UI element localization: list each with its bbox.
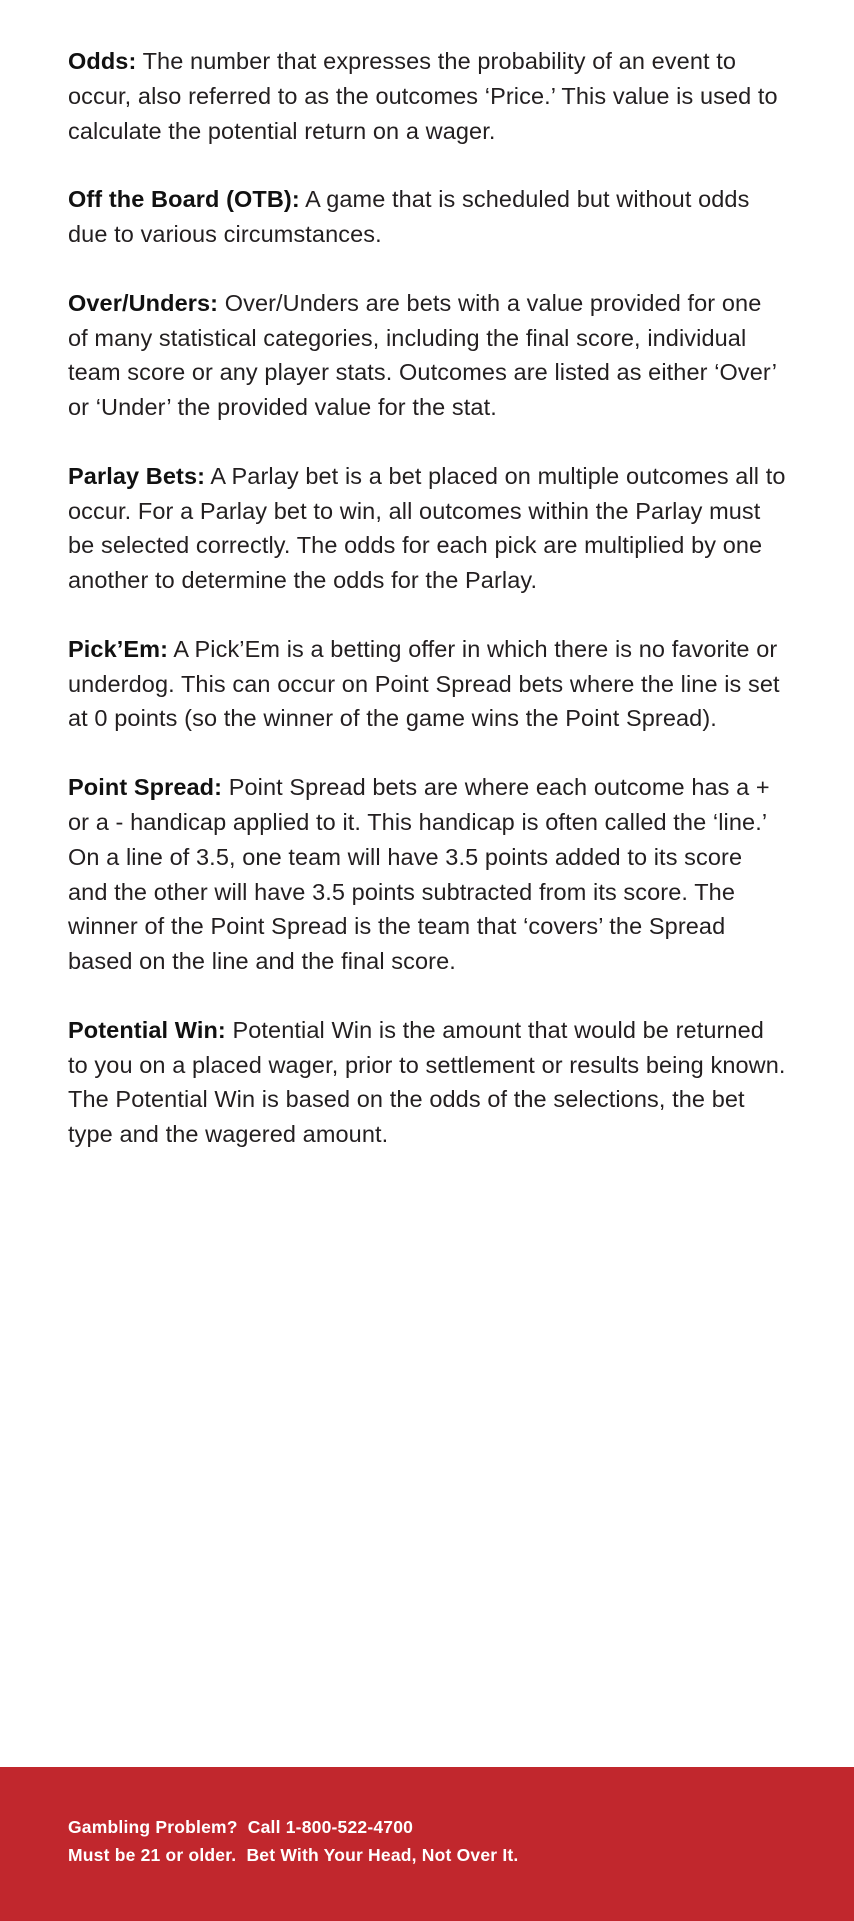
page-spacer — [0, 1459, 854, 1767]
glossary-entry — [68, 286, 786, 425]
glossary-entry — [68, 182, 786, 252]
glossary-entry — [68, 1013, 786, 1152]
glossary-definition: A Pick’Em is a betting offer in which there is no favorite or underdog. This can occur on Point Spread bets where the line is set at 0 points (so the winner of the game wins the Point Spread). — [68, 635, 780, 732]
glossary-term: Pick’Em: — [68, 635, 169, 662]
glossary-term: Point Spread: — [68, 774, 223, 801]
footer-helpline-text: Gambling Problem? Call 1-800-522-4700 — [68, 1817, 414, 1837]
footer-age-warning-text: Must be 21 or older. Bet With Your Head, Not Over It. — [68, 1845, 519, 1865]
glossary-definition: The number that expresses the probability of an event to occur, also referred to as the outcomes ‘Price.’ This value is used to calculate the potential return on a wager. — [68, 48, 778, 144]
glossary-term: Over/Unders: — [68, 289, 219, 316]
glossary-definition: A Parlay bet is a bet placed on multiple outcomes all to occur. For a Parlay bet to win, all outcomes within the Parlay must be selected correctly. The odds for each pick are multiplied by one another to determine the odds for the Parlay. — [68, 462, 786, 594]
glossary-definition: Potential Win is the amount that would be returned to you on a placed wager, prior to settlement or results being known. The Potential Win is based on the odds of the selections, the bet type and the wagered amount. — [68, 1016, 786, 1148]
glossary-entry — [68, 459, 786, 598]
glossary-entry — [68, 770, 786, 979]
glossary-definition: A game that is scheduled but without odds due to various circumstances. — [68, 186, 750, 248]
glossary-definition: Point Spread bets are where each outcome has a + or a - handicap applied to it. This handicap is often called the ‘line.’ On a line of 3.5, one team will have 3.5 points added to its score and the other will have 3.5 points subtracted from its score. The winner of the Point Spread is the team that ‘covers’ the Spread based on the line and the final score. — [68, 774, 770, 975]
glossary-term: Odds: — [68, 48, 137, 74]
responsible-gaming-footer — [0, 1767, 854, 1921]
glossary-term: Parlay Bets: — [68, 462, 206, 489]
glossary-term: Off the Board (OTB): — [68, 186, 300, 213]
glossary-entry — [68, 44, 786, 148]
glossary-definition: Over/Unders are bets with a value provided for one of many statistical categories, including the final score, individual team score or any player stats. Outcomes are listed as either ‘Over’ or ‘Under’ the provided value for the stat. — [68, 289, 777, 421]
glossary-entry — [68, 632, 786, 736]
glossary-term: Potential Win: — [68, 1016, 226, 1043]
